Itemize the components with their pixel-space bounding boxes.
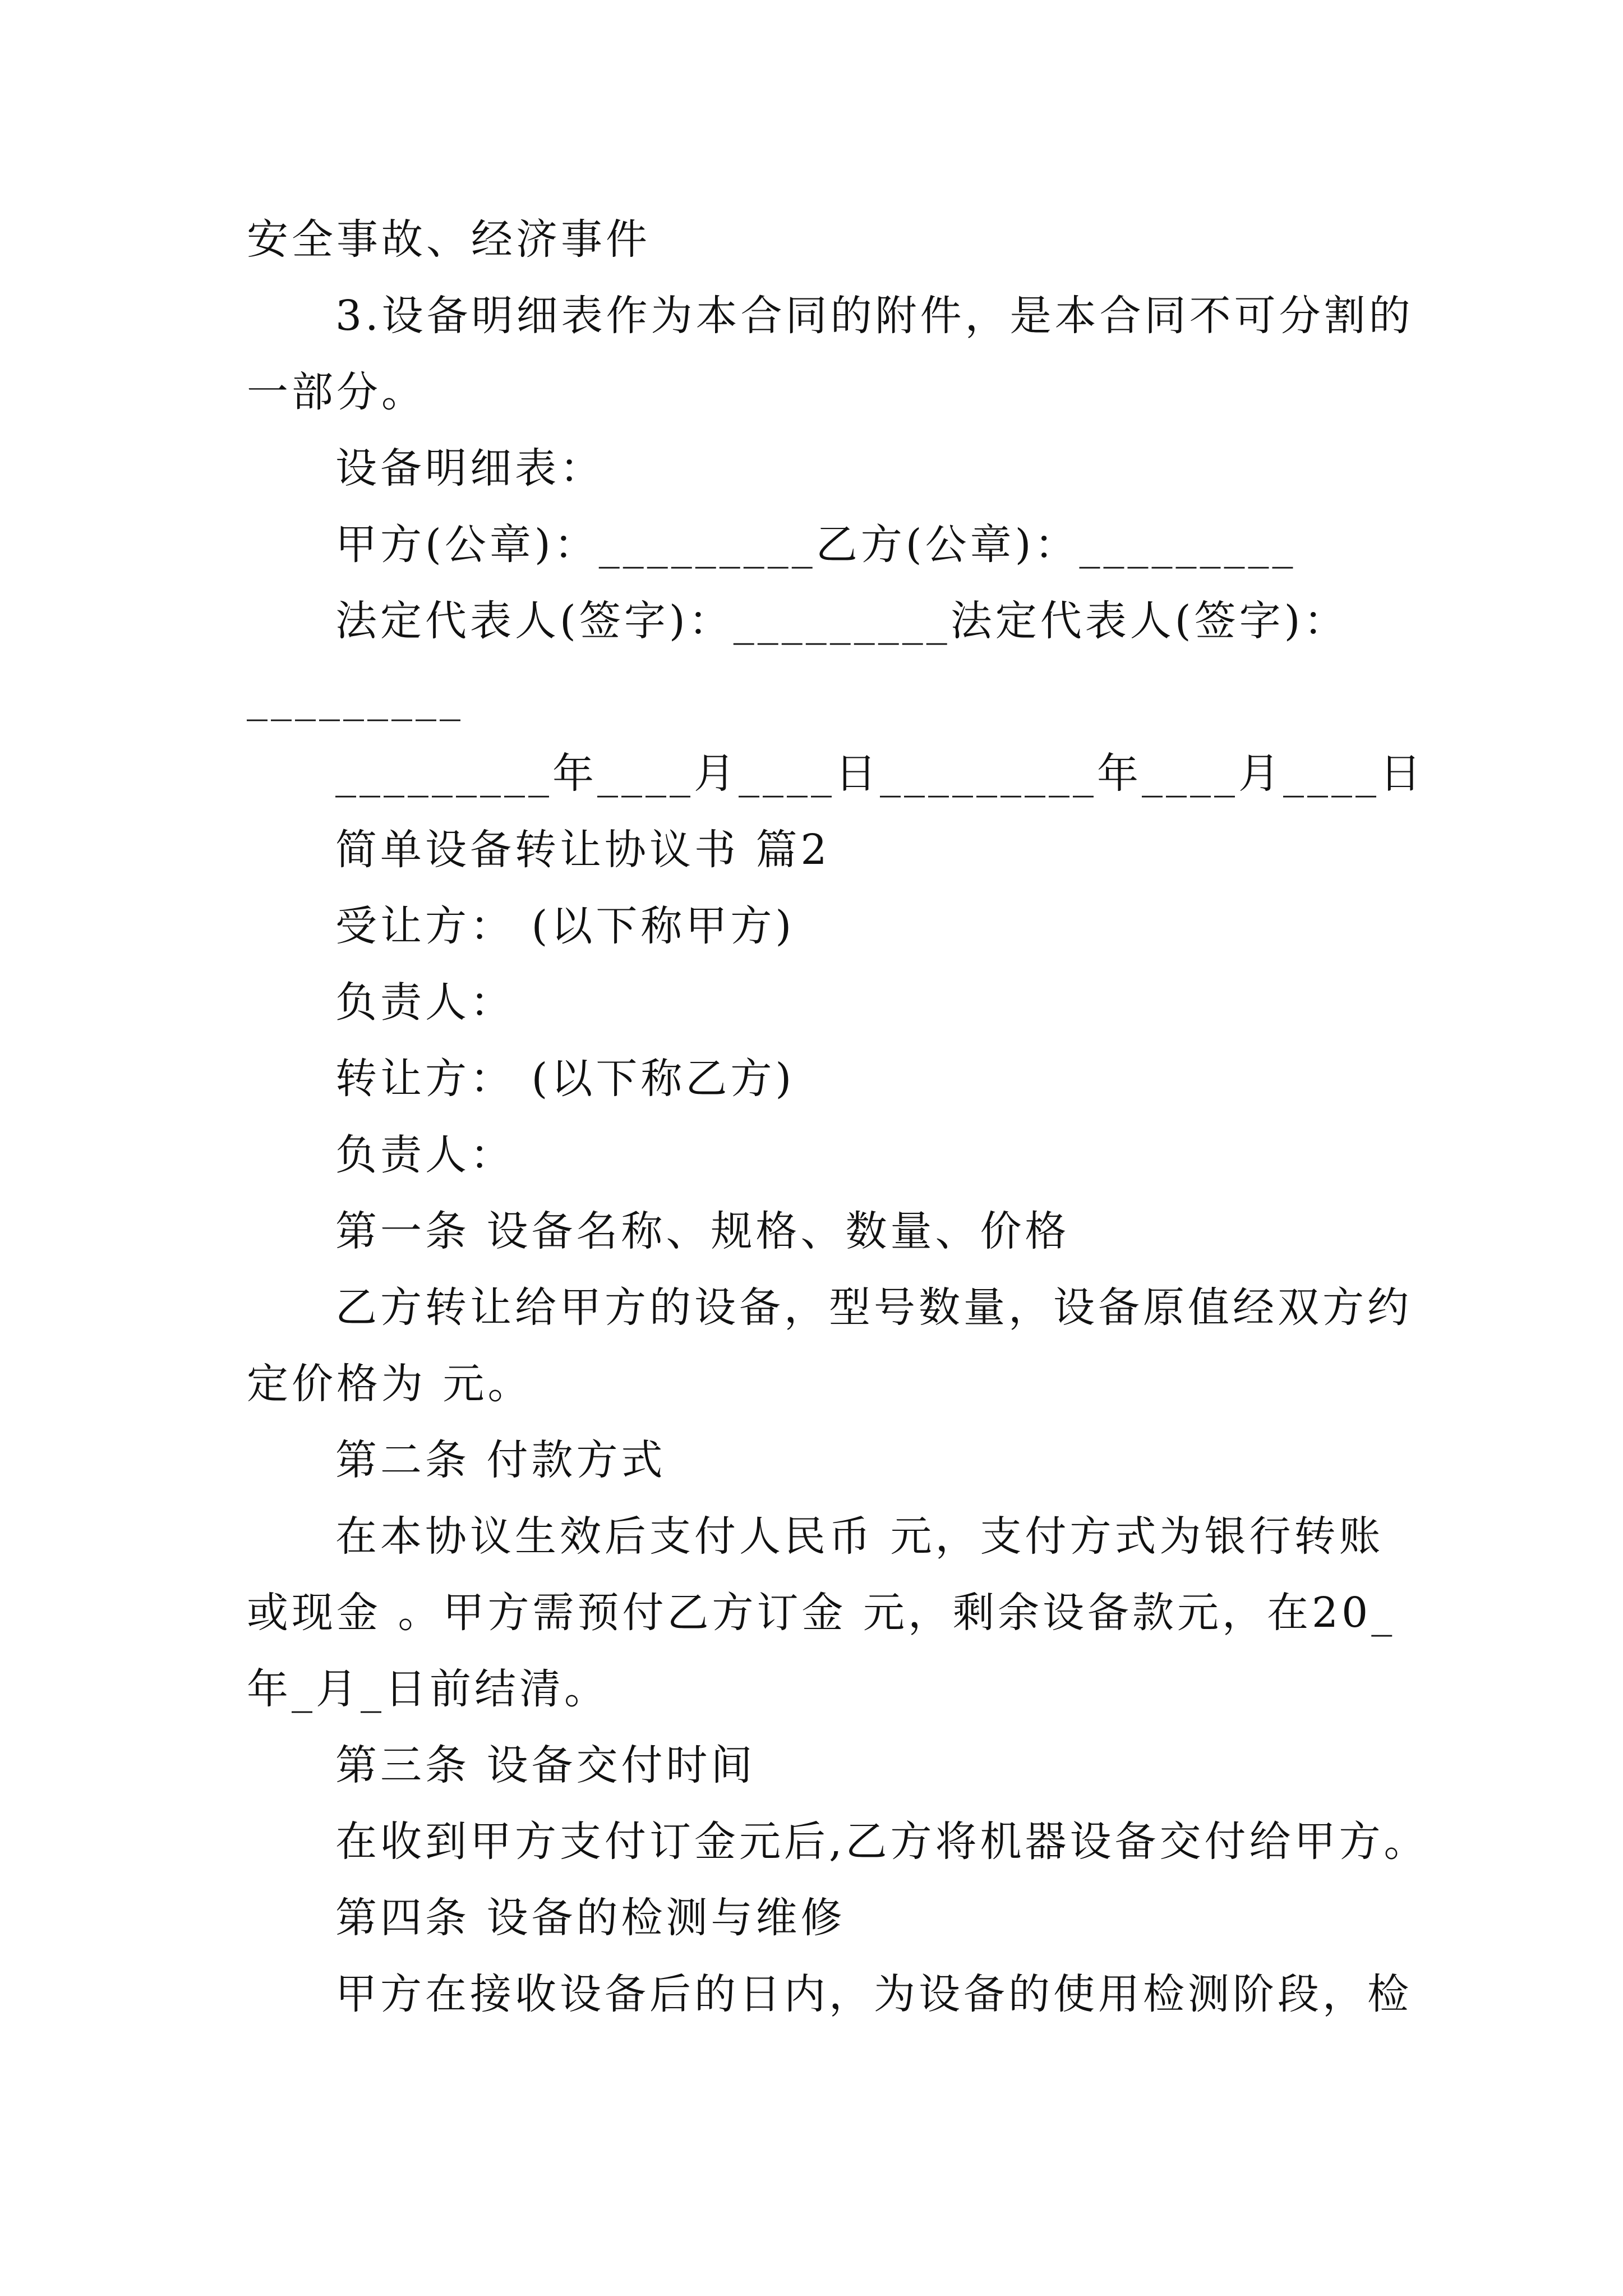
text-line: 负责人：	[335, 978, 515, 1027]
text-line: 安全事故、经济事件	[247, 215, 651, 264]
text-line: 甲方在接收设备后的日内，为设备的使用检测阶段，检	[335, 1970, 1412, 2018]
text-line: 在本协议生效后支付人民币 元，支付方式为银行转账	[335, 1512, 1384, 1561]
text-line: 定价格为 元。	[247, 1360, 533, 1408]
text-line: 乙方转让给甲方的设备，型号数量，设备原值经双方约	[335, 1283, 1412, 1332]
article-heading: 第三条 设备交付时间	[335, 1741, 756, 1789]
signature-blank: _________	[247, 673, 464, 721]
text-line: 受让方： (以下称甲方)	[335, 902, 795, 950]
text-line: 3.设备明细表作为本合同的附件，是本合同不可分割的	[335, 292, 1414, 340]
text-line: 年_月_日前结清。	[247, 1665, 609, 1713]
date-line: _________年____月____日_________年____月____日	[335, 749, 1424, 798]
text-line: 转让方： (以下称乙方)	[335, 1055, 795, 1103]
text-line: 设备明细表：	[335, 444, 605, 493]
text-line: 一部分。	[247, 368, 426, 416]
text-line: 或现金 。甲方需预付乙方订金 元，剩余设备款元，在20_	[247, 1589, 1396, 1637]
text-line: 在收到甲方支付订金元后,乙方将机器设备交付给甲方。	[335, 1818, 1429, 1866]
text-line: 负责人：	[335, 1131, 515, 1179]
article-heading: 第一条 设备名称、规格、数量、价格	[335, 1207, 1070, 1255]
signature-line-representative: 法定代表人(签字)：_________法定代表人(签字)：	[335, 597, 1349, 645]
signature-line-seal: 甲方(公章)：_________乙方(公章)：_________	[335, 521, 1297, 569]
article-heading: 第二条 付款方式	[335, 1436, 666, 1484]
article-heading: 第四条 设备的检测与维修	[335, 1894, 846, 1942]
section-title: 简单设备转让协议书 篇2	[335, 826, 831, 874]
